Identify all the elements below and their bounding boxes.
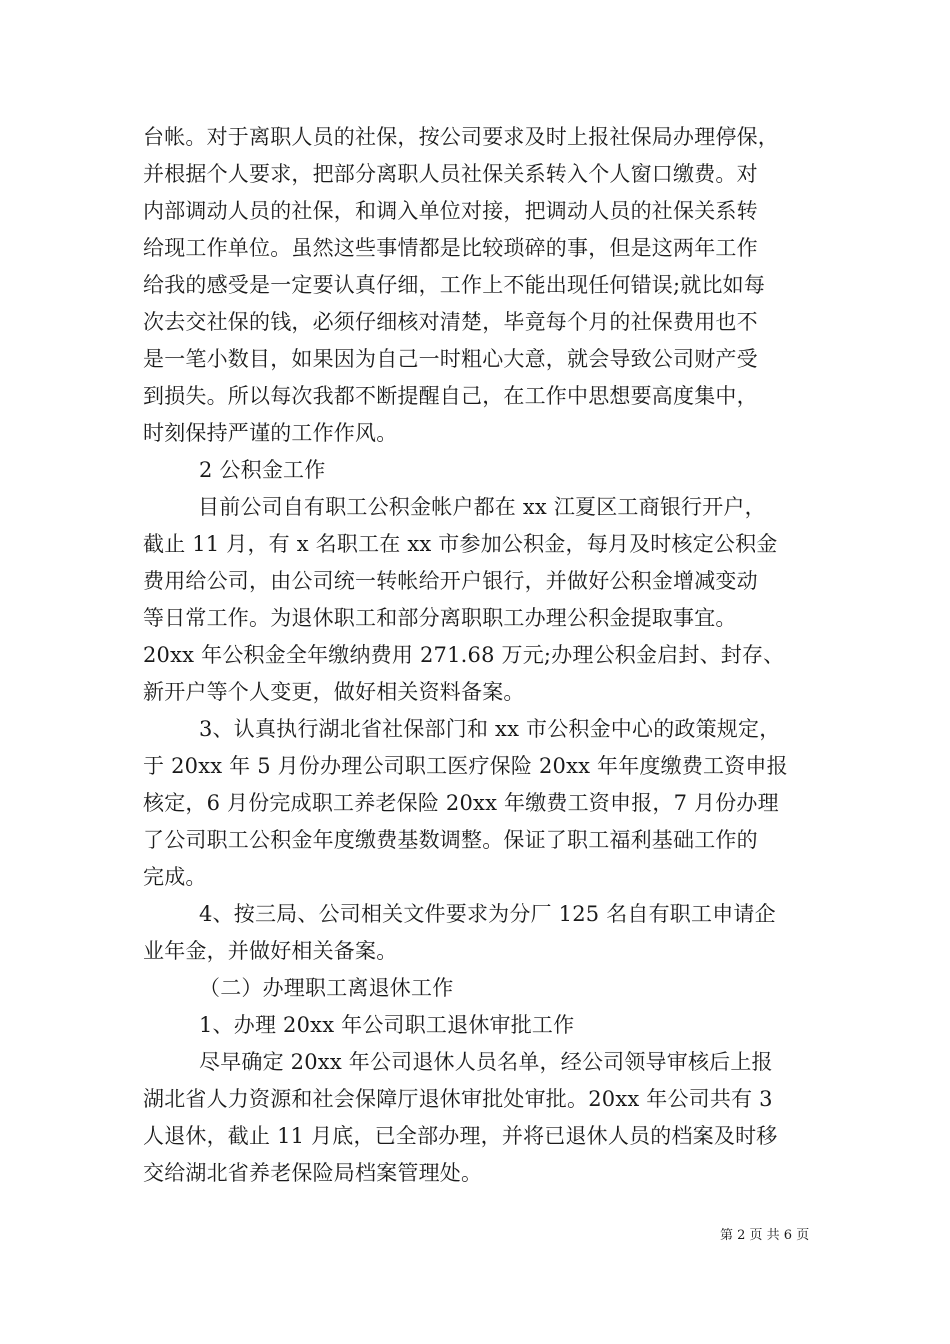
paragraph-start-line: 4、按三局、公司相关文件要求为分厂 125 名自有职工申请企 — [199, 902, 776, 926]
body-text-line: 到损失。所以每次我都不断提醒自己，在工作中思想要高度集中， — [143, 384, 758, 408]
body-text-line: 次去交社保的钱，必须仔细核对清楚，毕竟每个月的社保费用也不 — [143, 310, 758, 334]
body-text-line: 时刻保持严谨的工作作风。 — [143, 421, 398, 445]
body-text-line: 并根据个人要求，把部分离职人员社保关系转入个人窗口缴费。对 — [143, 162, 758, 186]
body-text-line: 新开户等个人变更，做好相关资料备案。 — [143, 680, 525, 704]
body-text-line: 台帐。对于离职人员的社保，按公司要求及时上报社保局办理停保， — [143, 125, 779, 149]
page-number-footer: 第 2 页 共 6 页 — [720, 1228, 810, 1243]
paragraph-start-line: 目前公司自有职工公积金帐户都在 xx 江夏区工商银行开户， — [198, 495, 766, 519]
body-text-line: 截止 11 月，有 x 名职工在 xx 市参加公积金，每月及时核定公积金 — [143, 532, 778, 556]
body-text-line: 人退休，截止 11 月底，已全部办理，并将已退休人员的档案及时移 — [143, 1124, 778, 1148]
subsection-heading: 1、办理 20xx 年公司职工退休审批工作 — [199, 1013, 575, 1037]
body-text-line: 完成。 — [143, 865, 207, 889]
body-text-line: 于 20xx 年 5 月份办理公司职工医疗保险 20xx 年年度缴费工资申报 — [143, 754, 788, 778]
body-text-line: 交给湖北省养老保险局档案管理处。 — [143, 1161, 483, 1185]
body-text-line: 内部调动人员的社保，和调入单位对接，把调动人员的社保关系转 — [143, 199, 758, 223]
body-text-line: 20xx 年公积金全年缴纳费用 271.68 万元;办理公积金启封、封存、 — [143, 643, 785, 667]
body-text-line: 湖北省人力资源和社会保障厅退休审批处审批。20xx 年公司共有 3 — [143, 1087, 773, 1111]
body-text-line: 费用给公司，由公司统一转帐给开户银行，并做好公积金增减变动 — [143, 569, 758, 593]
body-text-line: 给现工作单位。虽然这些事情都是比较琐碎的事，但是这两年工作 — [143, 236, 758, 260]
section-heading: 2 公积金工作 — [199, 458, 326, 482]
body-text-line: 了公司职工公积金年度缴费基数调整。保证了职工福利基础工作的 — [143, 828, 758, 852]
paragraph-start-line: 3、认真执行湖北省社保部门和 xx 市公积金中心的政策规定， — [199, 717, 781, 741]
paragraph-start-line: 尽早确定 20xx 年公司退休人员名单，经公司领导审核后上报 — [199, 1050, 773, 1074]
body-text-line: 等日常工作。为退休职工和部分离职职工办理公积金提取事宜。 — [143, 606, 737, 630]
body-text-line: 业年金，并做好相关备案。 — [143, 939, 398, 963]
body-text-line: 核定，6 月份完成职工养老保险 20xx 年缴费工资申报，7 月份办理 — [143, 791, 779, 815]
body-text-line: 是一笔小数目，如果因为自己一时粗心大意，就会导致公司财产受 — [143, 347, 758, 371]
section-heading: （二）办理职工离退休工作 — [199, 976, 454, 1000]
body-text-line: 给我的感受是一定要认真仔细，工作上不能出现任何错误;就比如每 — [143, 273, 766, 297]
